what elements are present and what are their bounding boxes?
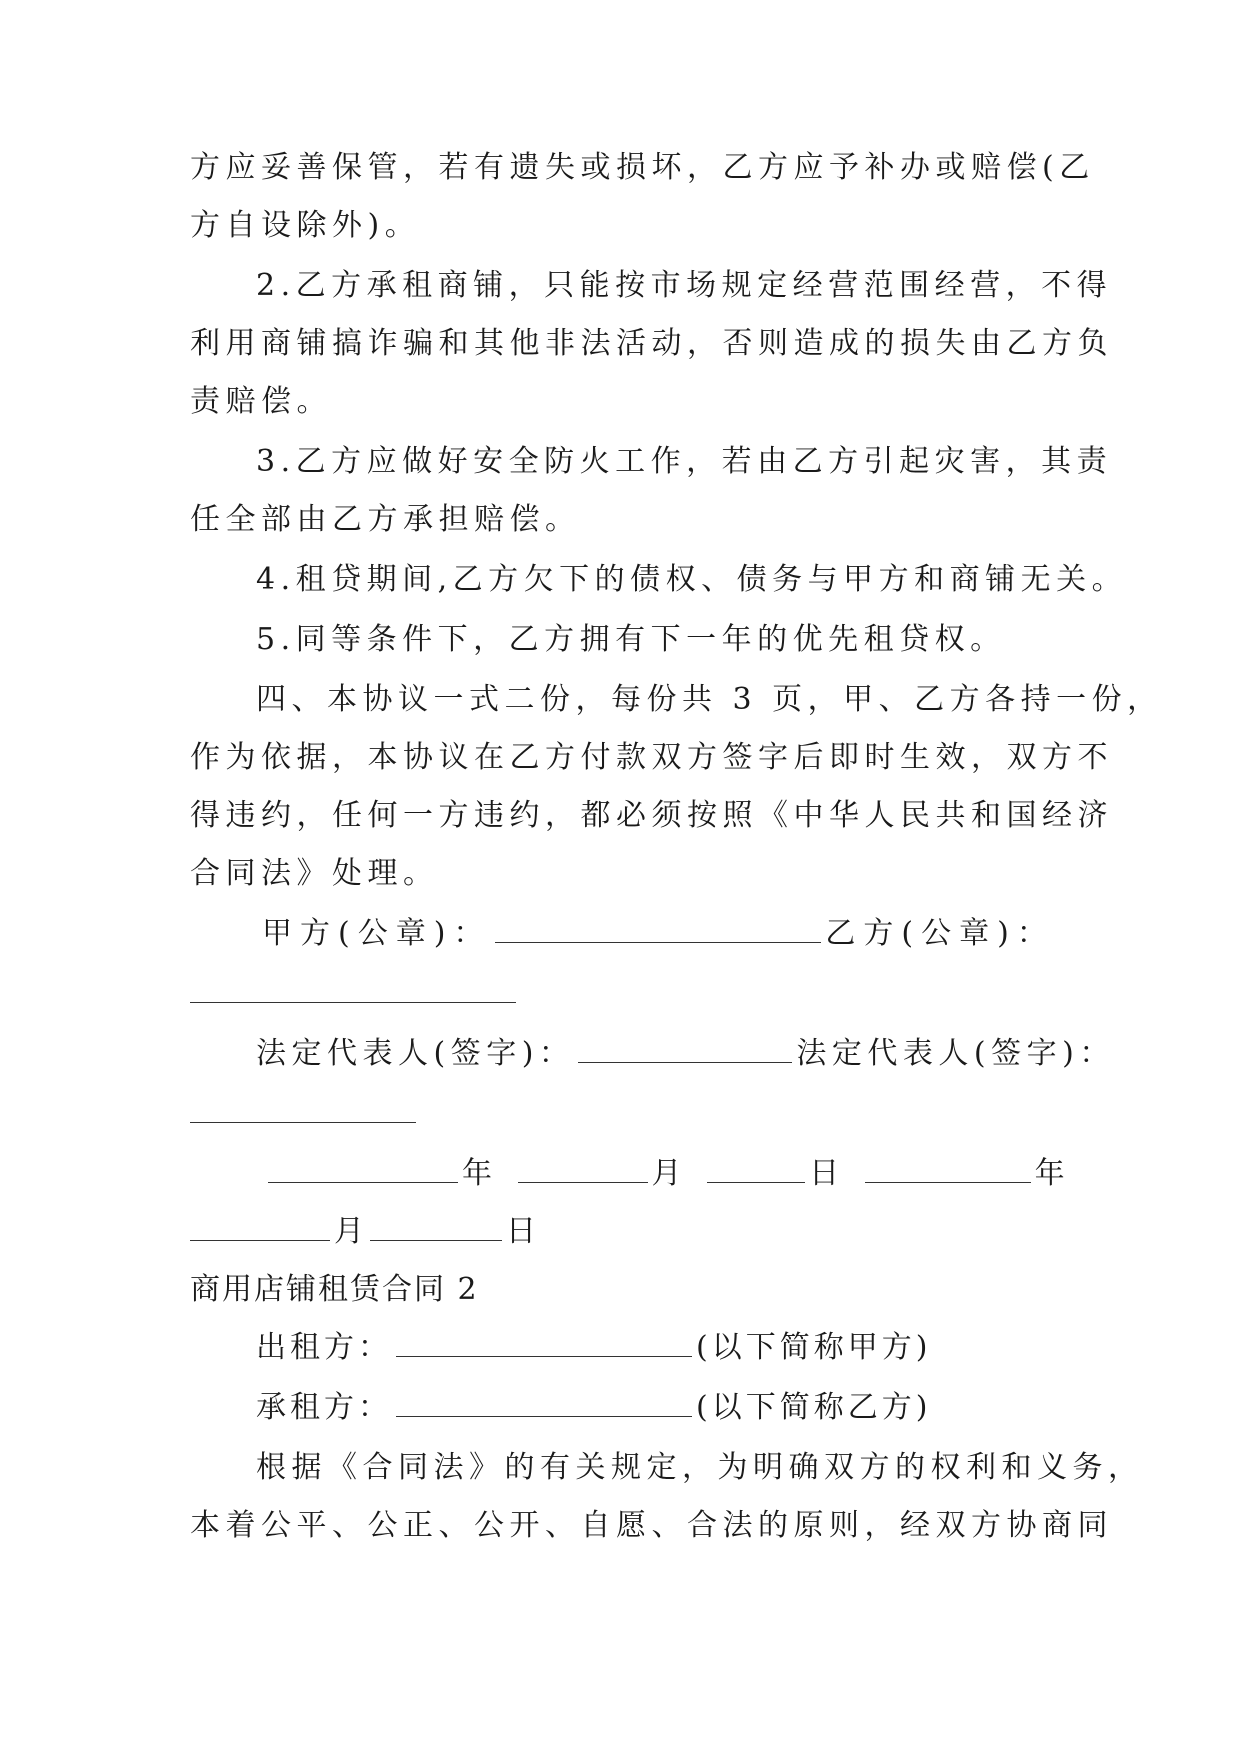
- year-label: 年: [462, 1156, 498, 1191]
- seal-signature-line: [262, 914, 1055, 954]
- lessor-line: [256, 1328, 931, 1368]
- lessor-label: 出租方：: [256, 1330, 392, 1365]
- clause-four: 四、本协议一式二份，每份共 3 页，甲、乙方各持一份，: [256, 682, 1163, 717]
- year-label: 年: [1034, 1156, 1071, 1191]
- legal-rep-a-label: 法定代表人(签字)：: [256, 1036, 575, 1071]
- basis-paragraph: 根据《合同法》的有关规定，为明确双方的权利和义务，: [256, 1450, 1144, 1485]
- month-b-blank[interactable]: [190, 1214, 330, 1241]
- day-label: 日: [809, 1156, 846, 1191]
- day-a-blank[interactable]: [707, 1156, 805, 1183]
- lessee-line: [256, 1388, 931, 1428]
- party-b-seal-label: 乙方(公章)：: [825, 916, 1055, 951]
- clause-item-3: 3.乙方应做好安全防火工作，若由乙方引起灾害，其责: [256, 444, 1113, 479]
- paragraph-line: 得违约，任何一方违约，都必须按照《中华人民共和国经济: [190, 798, 1113, 833]
- seal-continuation-line: [190, 974, 520, 1014]
- paragraph-line: 本着公平、公正、公开、自愿、合法的原则，经双方协商同: [190, 1508, 1113, 1543]
- paragraph-line: 方应妥善保管，若有遗失或损坏，乙方应予补办或赔偿(乙: [190, 150, 1095, 185]
- legal-rep-signature-line: [256, 1034, 1115, 1074]
- lessee-note: (以下简称乙方): [696, 1390, 932, 1425]
- legal-rep-a-blank[interactable]: [578, 1036, 792, 1063]
- month-a-blank[interactable]: [518, 1156, 648, 1183]
- day-label: 日: [506, 1214, 538, 1249]
- paragraph-line: 合同法》处理。: [190, 856, 439, 891]
- lessor-blank[interactable]: [396, 1330, 692, 1357]
- clause-item-4: 4.租贷期间,乙方欠下的债权、债务与甲方和商铺无关。: [256, 562, 1128, 597]
- paragraph-line: 利用商铺搞诈骗和其他非法活动，否则造成的损失由乙方负: [190, 326, 1113, 361]
- party-a-seal-blank[interactable]: [495, 916, 821, 943]
- paragraph-line: 任全部由乙方承担赔偿。: [190, 502, 581, 537]
- year-a-blank[interactable]: [268, 1156, 458, 1183]
- lessee-label: 承租方：: [256, 1390, 392, 1425]
- legal-rep-continuation-line: [190, 1094, 420, 1134]
- month-label: 月: [651, 1156, 688, 1191]
- paragraph-line: 方自设除外)。: [190, 208, 421, 243]
- party-b-seal-blank[interactable]: [190, 976, 516, 1003]
- party-a-seal-label: 甲方(公章)：: [262, 916, 492, 951]
- legal-rep-b-label: 法定代表人(签字)：: [796, 1036, 1115, 1071]
- month-label: 月: [334, 1214, 366, 1249]
- legal-rep-b-blank[interactable]: [190, 1096, 416, 1123]
- lessor-note: (以下简称甲方): [696, 1330, 932, 1365]
- paragraph-line: 作为依据，本协议在乙方付款双方签字后即时生效，双方不: [190, 740, 1113, 775]
- date-continuation-line: [190, 1212, 538, 1252]
- clause-item-5: 5.同等条件下，乙方拥有下一年的优先租贷权。: [256, 622, 1006, 657]
- date-line: [268, 1154, 1071, 1194]
- lessee-blank[interactable]: [396, 1390, 692, 1417]
- paragraph-line: 责赔偿。: [190, 384, 332, 419]
- contract2-title: 商用店铺租赁合同 2: [190, 1272, 479, 1307]
- day-b-blank[interactable]: [370, 1214, 502, 1241]
- year-b-blank[interactable]: [865, 1156, 1031, 1183]
- clause-item-2: 2.乙方承租商铺，只能按市场规定经营范围经营，不得: [256, 268, 1113, 303]
